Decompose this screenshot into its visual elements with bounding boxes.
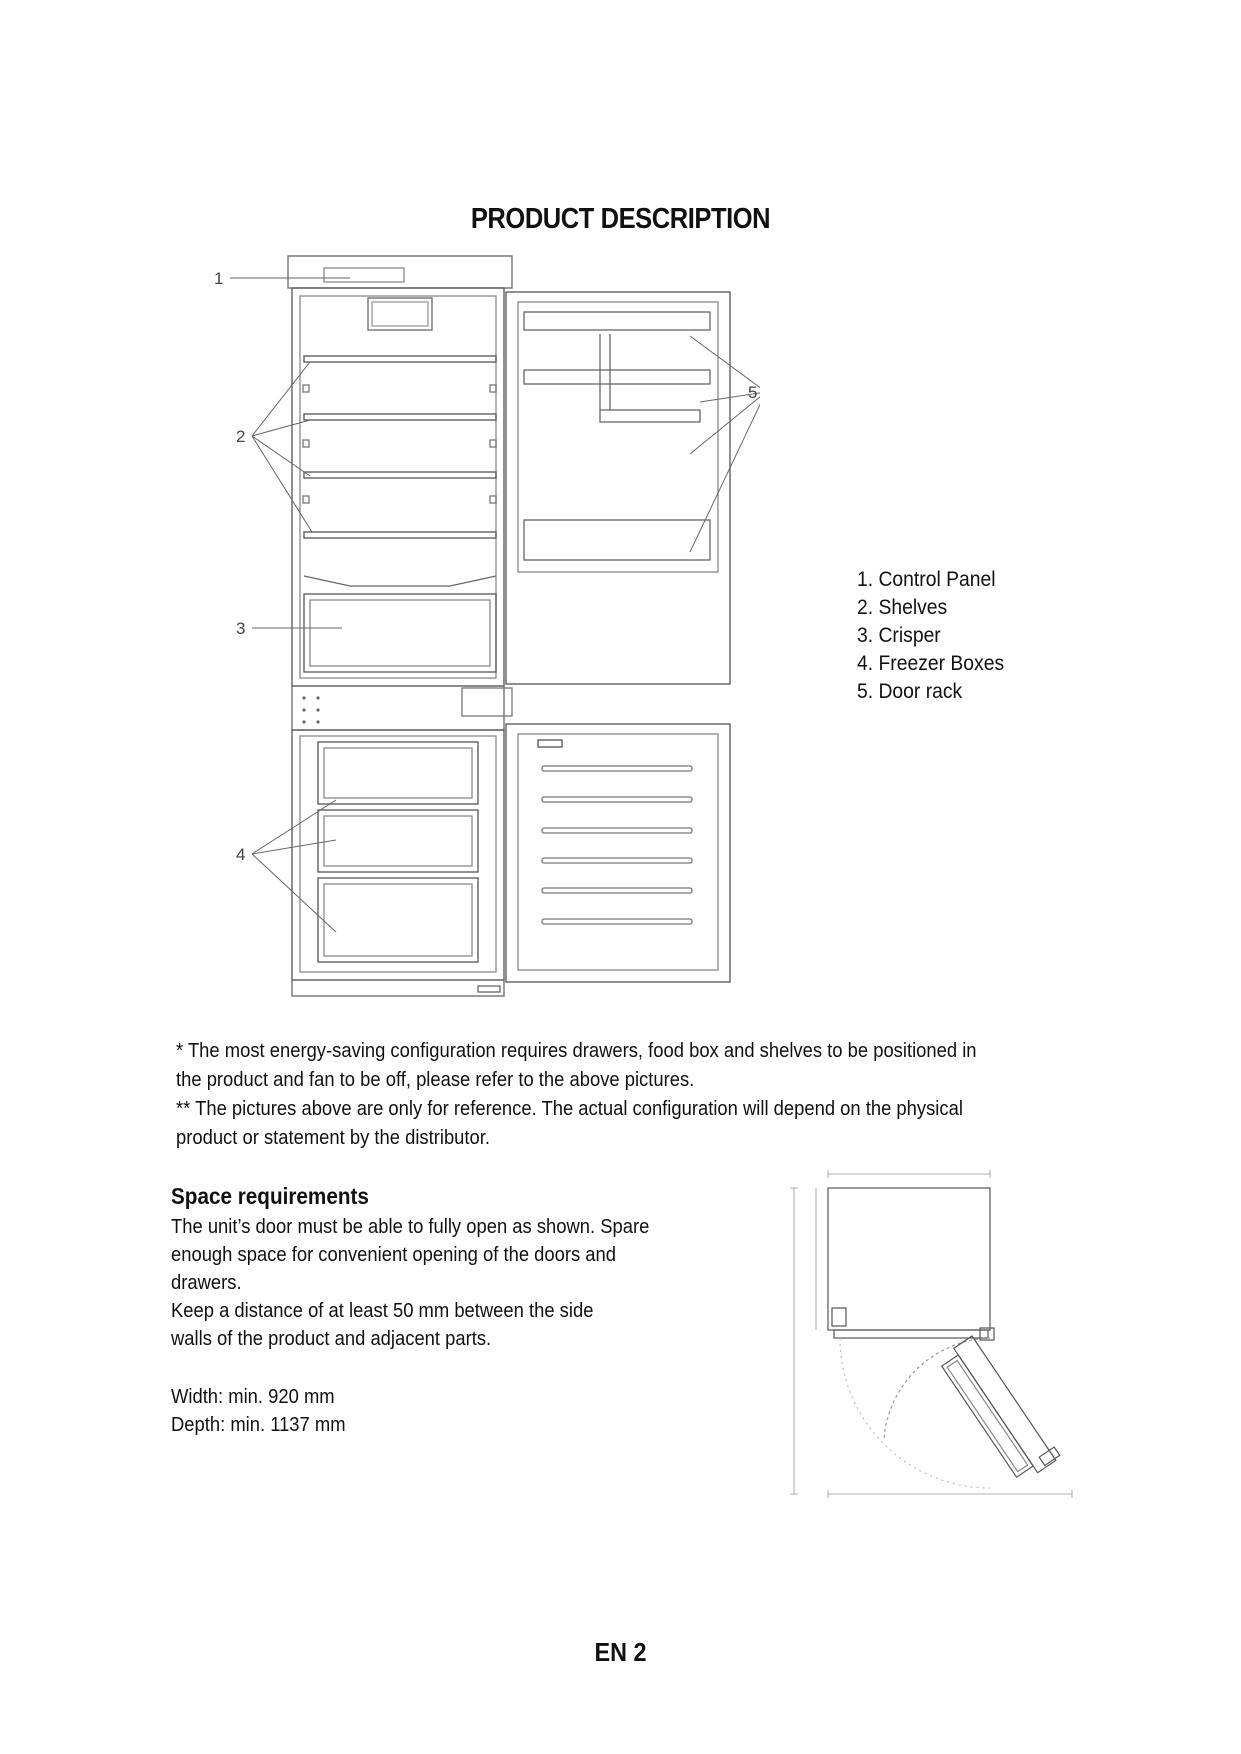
note-line: ** The pictures above are only for reference. The actual configuration will depend on the physical	[176, 1098, 963, 1120]
space-line: Keep a distance of at least 50 mm between the side	[171, 1300, 594, 1322]
space-requirements-text	[171, 1213, 731, 1439]
notes	[176, 1037, 1096, 1153]
fridge-diagram	[200, 240, 760, 1010]
legend-item: 1. Control Panel	[857, 568, 996, 591]
space-line: The unit’s door must be able to fully open as shown. Spare	[171, 1216, 650, 1238]
legend-item: 3. Crisper	[857, 624, 941, 647]
parts-legend	[857, 566, 1017, 706]
space-line: drawers.	[171, 1272, 242, 1294]
callout-1: 1	[214, 269, 224, 288]
space-requirements-heading: Space requirements	[171, 1183, 369, 1209]
note-line: the product and fan to be off, please refer to the above pictures.	[176, 1069, 695, 1091]
callout-3: 3	[236, 619, 246, 638]
depth-requirement: Depth: min. 1137 mm	[171, 1414, 346, 1436]
page-title: PRODUCT DESCRIPTION	[470, 203, 771, 235]
note-line: product or statement by the distributor.	[176, 1127, 490, 1149]
callout-4: 4	[236, 845, 246, 864]
door-clearance-diagram	[780, 1158, 1100, 1518]
space-line: enough space for convenient opening of the doors and	[171, 1244, 617, 1266]
space-line: walls of the product and adjacent parts.	[171, 1328, 492, 1350]
callout-5: 5	[748, 383, 758, 402]
page-number: EN 2	[594, 1637, 647, 1667]
legend-item: 2. Shelves	[857, 596, 948, 619]
width-requirement: Width: min. 920 mm	[171, 1386, 335, 1408]
legend-item: 4. Freezer Boxes	[857, 652, 1005, 675]
legend-item: 5. Door rack	[857, 680, 963, 703]
callout-2: 2	[236, 427, 246, 446]
note-line: * The most energy-saving configuration requires drawers, food box and shelves to be positioned in	[176, 1040, 977, 1062]
